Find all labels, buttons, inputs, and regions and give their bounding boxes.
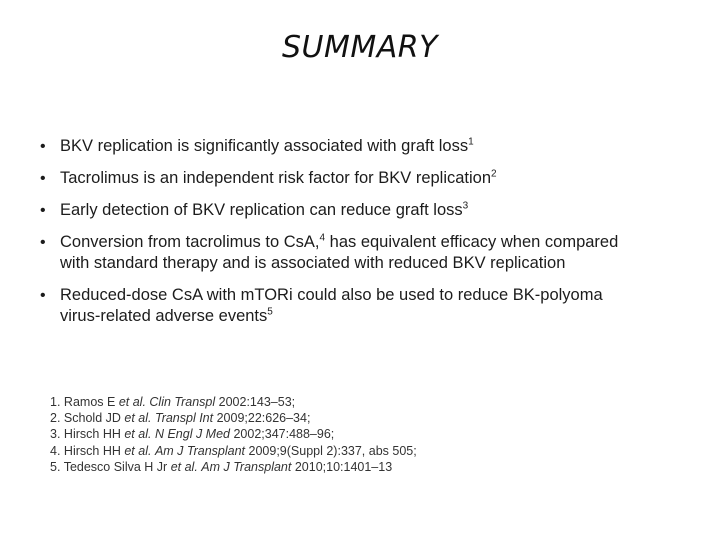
bullet-item (40, 136, 640, 157)
reference-journal: Am J Transplant (201, 459, 292, 474)
reference-authors: Schold JD (63, 411, 121, 426)
bullet-footnote: 1 (468, 136, 474, 148)
reference-journal: Transpl Int (154, 411, 214, 426)
reference-etal: et al. (124, 427, 152, 442)
reference-item (50, 426, 510, 442)
bullet-item (40, 232, 640, 274)
reference-authors: Tedesco Silva H Jr (63, 459, 168, 474)
reference-etal: et al. (124, 411, 152, 426)
reference-number: 3. (50, 427, 61, 442)
bullet-item (40, 168, 640, 189)
reference-item (50, 410, 510, 426)
reference-citation: 2002:143–53; (218, 395, 296, 409)
bullet-footnote: 5 (267, 306, 273, 318)
reference-item (50, 459, 510, 475)
bullet-item (40, 285, 640, 327)
reference-citation: 2002;347:488–96; (233, 427, 335, 442)
summary-bullet-list (40, 136, 640, 338)
reference-number: 2. (50, 411, 61, 426)
bullet-footnote: 3 (462, 200, 469, 212)
reference-item (50, 443, 510, 459)
reference-etal: et al. (124, 443, 152, 458)
reference-journal: Am J Transplant (154, 443, 246, 458)
reference-authors: Ramos E (63, 395, 116, 409)
bullet-dot-icon: • (40, 287, 46, 304)
bullet-text: Early detection of BKV replication can reduce graft loss (60, 201, 463, 219)
reference-list (50, 394, 510, 475)
reference-number: 5. (50, 459, 61, 474)
reference-citation: 2010;10:1401–13 (294, 459, 393, 474)
bullet-dot-icon: • (40, 202, 46, 219)
reference-journal: Clin Transpl (149, 395, 216, 409)
reference-number: 4. (50, 443, 61, 458)
bullet-dot-icon: • (40, 170, 46, 187)
reference-citation: 2009;9(Suppl 2):337, abs 505; (248, 443, 417, 458)
reference-journal: N Engl J Med (154, 427, 230, 442)
bullet-text: Reduced-dose CsA with mTORi could also be used to reduce BK-polyoma virus-related adverse events (60, 286, 603, 325)
reference-item (50, 394, 510, 410)
bullet-footnote: 4 (319, 232, 326, 244)
bullet-dot-icon: • (40, 234, 46, 251)
bullet-text-continued: has equivalent efficacy when compared with standard therapy and is associated with reduced BKV replication (60, 233, 619, 272)
bullet-text: Conversion from tacrolimus to CsA, (60, 233, 320, 251)
reference-citation: 2009;22:626–34; (216, 411, 311, 426)
reference-etal: et al. (170, 459, 198, 474)
reference-authors: Hirsch HH (63, 427, 121, 442)
bullet-footnote: 2 (491, 168, 497, 180)
bullet-dot-icon: • (40, 138, 46, 155)
bullet-item (40, 200, 640, 221)
bullet-text: Tacrolimus is an independent risk factor for BKV replication (60, 169, 492, 187)
reference-authors: Hirsch HH (63, 443, 121, 458)
bullet-text: BKV replication is significantly associated with graft loss (60, 137, 469, 155)
reference-etal: et al. (118, 395, 146, 409)
reference-number: 1. (50, 395, 61, 409)
slide-title: SUMMARY (282, 30, 438, 65)
